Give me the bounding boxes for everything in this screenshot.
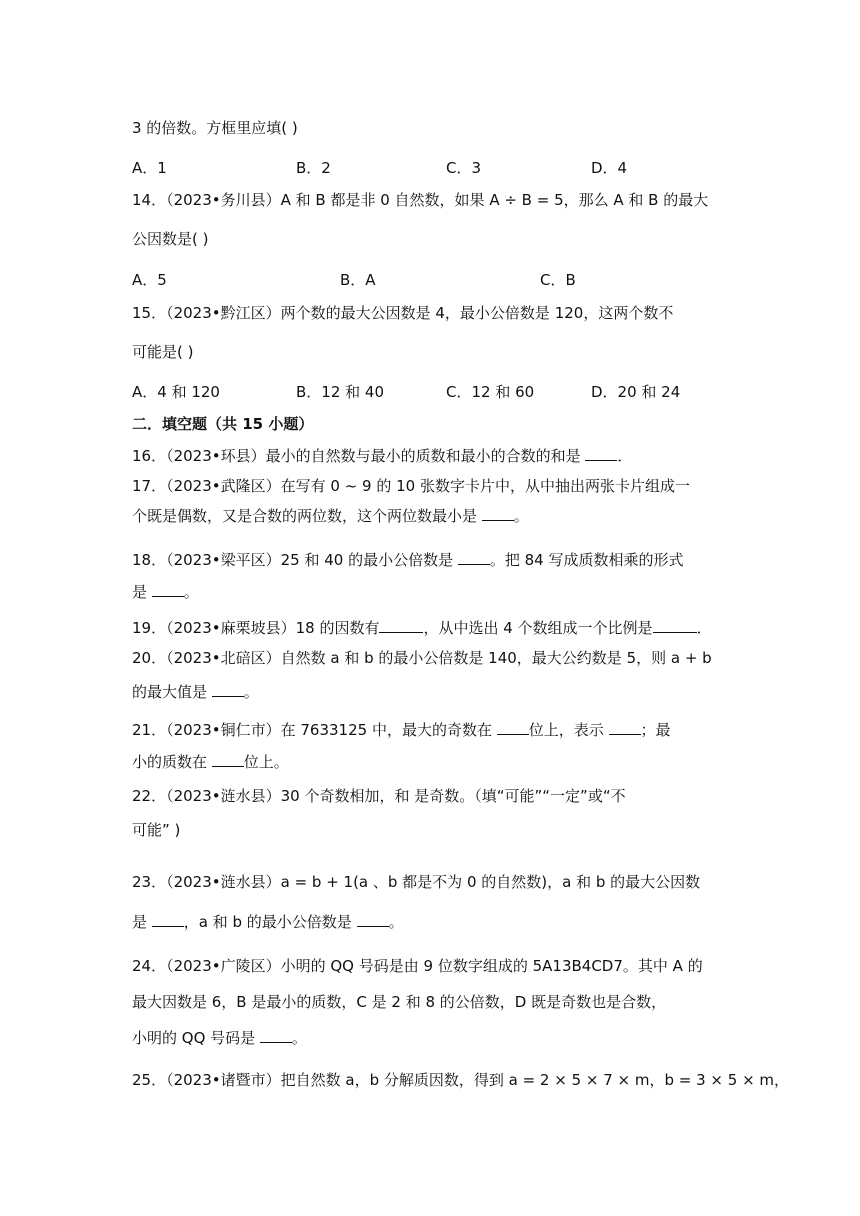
q21-text-3: ；最 bbox=[640, 721, 671, 739]
q19-text-2: ，从中选出 4 个数组成一个比例是 bbox=[423, 619, 653, 637]
q23-line-2 bbox=[132, 912, 404, 932]
q23-end: 。 bbox=[388, 913, 404, 931]
answer-blank bbox=[357, 912, 389, 927]
q23-line-1: 23．（2023•涟水县）a = b + 1(a 、b 都是不为 0 的自然数)，a 和 b 的最大公因数 bbox=[132, 873, 701, 891]
answer-blank bbox=[609, 720, 641, 735]
q17-text: 个既是偶数，又是合数的两位数，这个两位数最小是 bbox=[132, 507, 482, 525]
q13-line: 3 的倍数。方框里应填( ) bbox=[132, 119, 298, 137]
q15-option-b: B．12 和 40 bbox=[296, 383, 385, 401]
q15-line-1: 15．（2023•黔江区）两个数的最大公因数是 4，最小公倍数是 120，这两个数不 bbox=[132, 304, 674, 322]
section-heading: 二．填空题（共 15 小题） bbox=[132, 415, 314, 433]
answer-blank bbox=[653, 618, 697, 633]
q18-text: 18．（2023•梁平区）25 和 40 的最小公倍数是 bbox=[132, 551, 458, 569]
q21-end: 位上。 bbox=[243, 753, 289, 771]
q15-option-d: D．20 和 24 bbox=[591, 383, 681, 401]
q25-line-1: 25．（2023•诸暨市）把自然数 a，b 分解质因数，得到 a = 2 × 5 × 7 × m，b = 3 × 5 × m， bbox=[132, 1071, 790, 1089]
q17-line-2 bbox=[132, 506, 529, 526]
q24-text: 小明的 QQ 号码是 bbox=[132, 1029, 260, 1047]
q13-option-c: C．3 bbox=[446, 159, 482, 177]
q21-line-1 bbox=[132, 720, 671, 740]
answer-blank bbox=[497, 720, 529, 735]
q20-line-1: 20．（2023•北碚区）自然数 a 和 b 的最小公倍数是 140，最大公约数是 5，则 a + b bbox=[132, 649, 712, 667]
q24-line-2: 最大因数是 6，B 是最小的质数，C 是 2 和 8 的公倍数，D 既是奇数也是合数， bbox=[132, 993, 667, 1011]
q21-text-2: 位上，表示 bbox=[528, 721, 609, 739]
q15-line-2: 可能是( ) bbox=[132, 343, 194, 361]
q21-text-4: 小的质数在 bbox=[132, 753, 212, 771]
q15-option-a: A．4 和 120 bbox=[132, 383, 220, 401]
q22-line-1: 22．（2023•涟水县）30 个奇数相加，和 是奇数。（填“可能”“一定”或“不 bbox=[132, 787, 626, 805]
q13-option-d: D．4 bbox=[591, 159, 628, 177]
q21-text: 21．（2023•铜仁市）在 7633125 中，最大的奇数在 bbox=[132, 721, 497, 739]
q19-end: ． bbox=[696, 619, 712, 637]
q13-option-b: B．2 bbox=[296, 159, 331, 177]
q18-line-1 bbox=[132, 550, 683, 570]
q24-end: 。 bbox=[291, 1029, 307, 1047]
q23-text-2: ，a 和 b 的最小公倍数是 bbox=[183, 913, 357, 931]
q18-text-2: 。把 84 写成质数相乘的形式 bbox=[489, 551, 684, 569]
answer-blank bbox=[152, 582, 184, 597]
q22-line-2: 可能” ) bbox=[132, 821, 181, 839]
q20-line-2 bbox=[132, 682, 259, 702]
answer-blank bbox=[212, 682, 244, 697]
q18-text-3: 是 bbox=[132, 583, 152, 601]
q14-line-1: 14．（2023•务川县）A 和 B 都是非 0 自然数，如果 A ÷ B = 5，那么 A 和 B 的最大 bbox=[132, 191, 709, 209]
answer-blank bbox=[585, 446, 617, 461]
q19-line bbox=[132, 618, 712, 638]
answer-blank bbox=[458, 550, 490, 565]
q19-text: 19．（2023•麻栗坡县）18 的因数有 bbox=[132, 619, 380, 637]
q24-line-1: 24．（2023•广陵区）小明的 QQ 号码是由 9 位数字组成的 5A13B4CD7。其中 A 的 bbox=[132, 957, 703, 975]
answer-blank bbox=[152, 912, 184, 927]
q14-option-c: C．B bbox=[540, 271, 576, 289]
q20-end: 。 bbox=[243, 683, 259, 701]
q15-option-c: C．12 和 60 bbox=[446, 383, 535, 401]
q18-end: 。 bbox=[183, 583, 199, 601]
q17-line-1: 17．（2023•武隆区）在写有 0 ~ 9 的 10 张数字卡片中，从中抽出两张卡片组成一 bbox=[132, 477, 690, 495]
q17-end: 。 bbox=[513, 507, 529, 525]
q20-text: 的最大值是 bbox=[132, 683, 212, 701]
q23-text: 是 bbox=[132, 913, 152, 931]
answer-blank bbox=[260, 1028, 292, 1043]
q16-text: 16．（2023•环县）最小的自然数与最小的质数和最小的合数的和是 bbox=[132, 447, 586, 465]
q18-line-2 bbox=[132, 582, 199, 602]
q13-option-a: A．1 bbox=[132, 159, 167, 177]
q14-option-b: B．A bbox=[340, 271, 376, 289]
q21-line-2 bbox=[132, 752, 289, 772]
q14-line-2: 公因数是( ) bbox=[132, 230, 209, 248]
q24-line-3 bbox=[132, 1028, 307, 1048]
answer-blank bbox=[482, 506, 514, 521]
q14-option-a: A．5 bbox=[132, 271, 167, 289]
q16-line bbox=[132, 446, 632, 466]
q16-end: ． bbox=[617, 447, 633, 465]
answer-blank bbox=[379, 618, 423, 633]
answer-blank bbox=[212, 752, 244, 767]
